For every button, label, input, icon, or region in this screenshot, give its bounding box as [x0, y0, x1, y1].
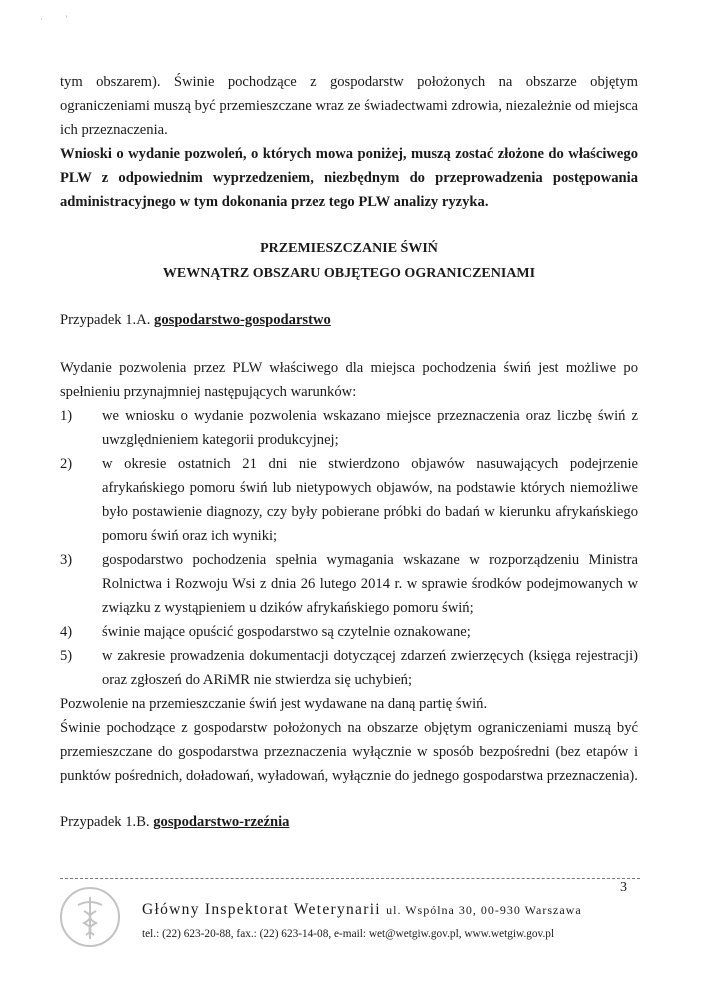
list-item-text: we wniosku o wydanie pozwolenia wskazano miejsce przeznaczenia oraz liczbę świń z uwzględnieniem kategorii produkcyjnej;: [102, 408, 638, 448]
organization-address: ul. Wspólna 30, 00-930 Warszawa: [386, 903, 582, 917]
section-heading-line1: PRZEMIESZCZANIE ŚWIŃ: [260, 241, 438, 256]
case-1b-heading: [60, 810, 638, 834]
conditions-list: [60, 404, 638, 692]
scan-specks: · ': [40, 14, 68, 24]
batch-note: Pozwolenie na przemieszczanie świń jest wydawane na daną partię świń.: [60, 696, 488, 712]
footer-contact: tel.: (22) 623-20-88, fax.: (22) 623-14-08, e-mail: wet@wetgiw.gov.pl, www.wetgiw.gov.pl: [142, 928, 555, 940]
direct-transport-note: Świnie pochodzące z gospodarstw położonych na obszarze objętym ograniczeniami muszą być przemieszczane do gospodarstwa przeznaczenia wyłącznie w sposób bezpośredni (bez etapów i punktów pośrednich, doładowań, wyładowań, wyłącznie do jednego gospodarstwa przeznaczenia).: [60, 720, 638, 784]
list-item: [60, 404, 638, 452]
intro-paragraph: tym obszarem). Świnie pochodzące z gospodarstw położonych na obszarze objętym ograniczeniami muszą być przemieszczane wraz ze świadectwami zdrowia, niezależnie od miejsca ich przeznaczenia.: [60, 74, 638, 138]
case-1a-lead: Wydanie pozwolenia przez PLW właściwego dla miejsca pochodzenia świń jest możliwe po spełnieniu przynajmniej następujących warunków:: [60, 360, 638, 400]
list-item-number: 2): [60, 456, 73, 472]
section-heading: [60, 236, 638, 286]
caduceus-emblem-icon: [58, 885, 122, 949]
page-content: [60, 70, 638, 834]
case-1a-title: gospodarstwo-gospodarstwo: [154, 312, 331, 328]
application-note: Wnioski o wydanie pozwoleń, o których mowa poniżej, muszą zostać złożone do właściwego PLW z odpowiednim wyprzedzeniem, niezbędnym do przeprowadzenia postępowania administracyjnego w tym dokonania przez tego PLW analizy ryzyka.: [60, 146, 638, 210]
section-heading-line2: WEWNĄTRZ OBSZARU OBJĘTEGO OGRANICZENIAMI: [162, 266, 536, 281]
page-number: 3: [620, 880, 627, 895]
list-item-number: 5): [60, 648, 73, 664]
list-item-text: w zakresie prowadzenia dokumentacji dotyczącej zdarzeń zwierzęcych (księga rejestracji) oraz zgłoszeń do ARiMR nie stwierdza się uchybień;: [102, 648, 638, 688]
footer-organization: [142, 901, 582, 919]
organization-name: Główny Inspektorat Weterynarii: [142, 901, 381, 918]
list-item-text: w okresie ostatnich 21 dni nie stwierdzono objawów nasuwających podejrzenie afrykańskiego pomoru świń lub nietypowych objawów, na podstawie których niemożliwe było postawienie diagnozy, czy były pobierane próbki do badań w kierunku afrykańskiego pomoru świń oraz ich wyniki;: [102, 456, 638, 544]
list-item: [60, 620, 638, 644]
list-item: [60, 644, 638, 692]
list-item-text: gospodarstwo pochodzenia spełnia wymagania wskazane w rozporządzeniu Ministra Rolnictwa i Rozwoju Wsi z dnia 26 lutego 2014 r. w sprawie środków podejmowanych w związku z wystąpieniem u dzików afrykańskiego pomoru świń;: [102, 552, 638, 616]
case-1b-prefix: Przypadek 1.B.: [60, 814, 150, 830]
list-item-number: 3): [60, 552, 73, 568]
list-item-text: świnie mające opuścić gospodarstwo są czytelnie oznakowane;: [102, 624, 471, 640]
case-1b-title: gospodarstwo-rzeźnia: [153, 814, 290, 830]
list-item: [60, 548, 638, 620]
footer-divider: [60, 878, 640, 879]
list-item-number: 4): [60, 624, 73, 640]
case-1a-prefix: Przypadek 1.A.: [60, 312, 151, 328]
case-1a-heading: [60, 308, 638, 332]
list-item: [60, 452, 638, 548]
list-item-number: 1): [60, 408, 73, 424]
